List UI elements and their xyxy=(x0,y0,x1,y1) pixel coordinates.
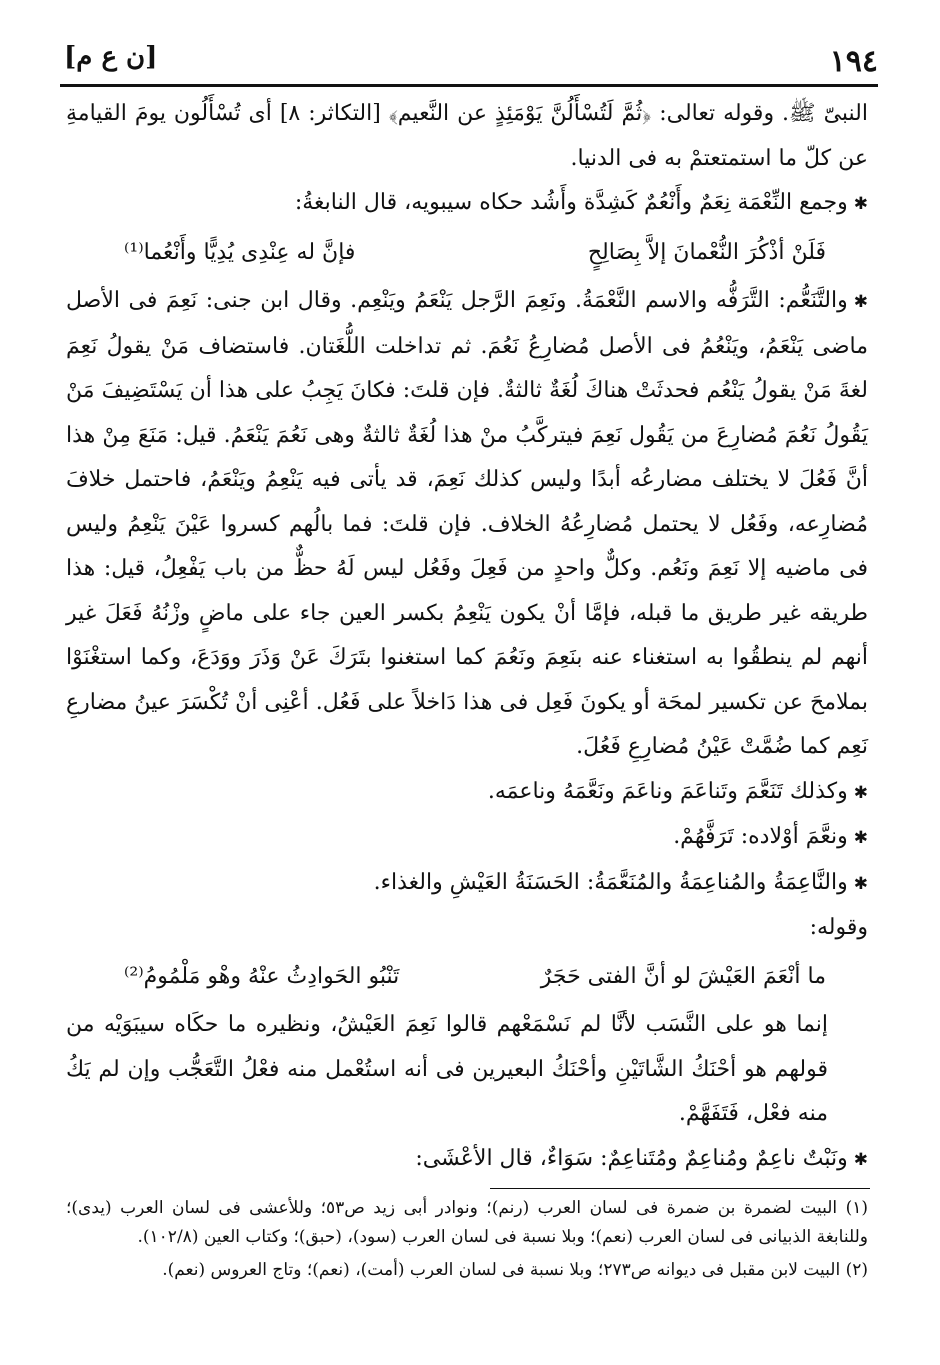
verse-line xyxy=(66,955,868,1000)
entry-paragraph: ✱ ونَبْتٌ ناعِمٌ ومُناعِمٌ ومُتَناعِمٌ: سَوَاءٌ، قال الأعْشَى: xyxy=(66,1137,868,1183)
page-header xyxy=(60,40,878,80)
entry-paragraph: ✱ والتَّنَعُّم: التَّرَفُّه والاسم النَّعْمَةُ. ونَعِمَ الرَّجل يَنْعَمُ ويَنْعِم. وقال ابن جنى: نَعِمَ فى الأصل ماضى يَنْعَمُ، ويَنْعُمُ فى الأصل مُضارِعُ نَعُمَ. ثم تداخلت اللُّغَتان. فاستضاف مَنْ يقولُ نَعِمَ لغةَ مَنْ يقولُ يَنْعُم فحدثَتْ هناكَ لُغَةٌ ثالثةٌ. فإن قلتَ: فكانَ يَجِبُ على هذا أن يَسْتَضِيفَ مَنْ يَقُولُ نَعُمَ مُضارِعَ من يَقُول نَعِمَ فيتركَّبُ منْ هذا لُغَةٌ ثالثةٌ وهى نَعُمَ يَنْعَمُ. قيل: مَنَعَ مِنْ هذا أنَّ فَعُلَ لا يختلف مضارعُه أبدًا وليس كذلك نَعِمَ، قد يأتى فيه يَنْعِمُ ويَنْعَمُ، فاحتمل خلافَ مُضارِعه، وفَعُل لا يحتمل مُضارِعُهُ الخلاف. فإن قلتَ: فما بالُهم كسروا عَيْنَ يَنْعِمُ وليس فى ماضيه إلا نَعِمَ ونَعُم. وكلٌّ واحدٍ من فَعِلَ وفَعُل ليس لَهُ حظٌّ من باب يَفْعِلُ، قيل: هذا طريقه غير طريق ما قبله، فإمَّا أنْ يكون يَنْعِمُ بكسر العين جاء على ماضٍ وزْنُهُ فَعَلَ غير أنهم لم ينطقُوا به استغناء عنه بنَعِمَ ونَعُمَ كما استغنوا بتَرَكَ عَنْ وَذَرَ ووَدَعَ، وكما استغْنَوْا بملامحَ عن تكسير لمحَة أو يكونَ فَعِل فى هذا دَاخلاً على فَعُل. أعْنِى أنْ تُكْسَرَ عينُ مضارعِ نَعِم كما ضُمَّتْ عَيْنُ مُضارِعِ فَعُلَ. xyxy=(66,279,868,770)
footnotes xyxy=(66,1194,868,1289)
page-number: ١٩٤ xyxy=(829,44,878,79)
main-text xyxy=(66,92,868,1182)
paragraph: إنما هو على النَّسَب لأنَّا لم نَسْمَعْهم قالوا نَعِمَ العَيْشُ، ونظيره ما حكَاه سيبَوَيْه من قولهم هو أحْنَكُ الشَّاتَيْنِ وأحْنَكُ البعيرين فى أنه استُعْمل منه فعْلُ التَّعَجُّب وإن لم يَكُ منه فعْل، فَتَفَهَّمْ. xyxy=(66,1012,828,1126)
footnote: (٢) البيت لابن مقبل فى ديوانه ص٢٧٣؛ وبلا نسبة فى لسان العرب (أمت)، (نعم)؛ وتاج العروس (نعم). xyxy=(162,1260,868,1280)
verse-first-hemistich: فَلَنْ أذْكُرَ النُّعْمانَ إلاَّ بِصَالِحٍ xyxy=(587,239,826,265)
verse-second-hemistich: تَنْبُو الحَوادِثُ عنْهُ وهْو مَلْمُومُ⁽²⁾ xyxy=(124,963,400,989)
entry-paragraph: ✱ ونعَّمَ أوْلاده: تَرَفَّهُمْ. xyxy=(66,815,868,861)
paragraph: النبىّ ﷺ. وقوله تعالى: ﴿ثُمَّ لَتُسْأَلُنَّ يَوْمَئِذٍ عن النَّعيم﴾ [التكاثر: ٨] أى تُسْأَلُون يومَ القيامةِ عن كلّ ما استمتعتمْ به فى الدنيا. xyxy=(66,101,868,171)
entry-paragraph: ✱ وجمع النِّعْمَة نِعَمٌ وأَنْعُمٌ كَشِدَّة وأَشُد حكاه سيبويه، قال النابغةُ: xyxy=(66,181,868,227)
entry-paragraph: ✱ والنَّاعِمَةُ والمُناعِمَةُ والمُنَعَّمَةُ: الحَسَنَةُ العَيْشِ والغذاء. xyxy=(66,861,868,907)
footnote-rule xyxy=(490,1188,870,1189)
header-rule xyxy=(60,84,878,87)
verse-second-hemistich: فإنَّ له عِنْدِى يُدِيًّا وأَنْعُما⁽¹⁾ xyxy=(124,239,356,265)
entry-paragraph: ✱ وكذلك تَنَعَّمَ وتَناعَمَ وناعَمَ ونَعَّمَهُ وناعمَه. xyxy=(66,770,868,816)
footnote: (١) البيت لضمرة بن ضمرة فى لسان العرب (رنم)؛ ونوادر أبى زيد ص٥٣؛ وللأعشى فى لسان العرب (يدى)؛ وللنابغة الذبيانى فى لسان العرب (نعم)؛ وبلا نسبة فى لسان العرب (سود)، (حبق)؛ وكتاب العين (١٠٢/٨). xyxy=(66,1198,869,1247)
verse-line xyxy=(66,231,868,276)
verse-first-hemistich: ما أنْعَمَ العَيْشَ لو أنَّ الفتى حَجَرٌ xyxy=(540,963,826,989)
root-tag: [ن ع م] xyxy=(64,42,158,72)
paragraph: وقوله: xyxy=(809,915,868,940)
